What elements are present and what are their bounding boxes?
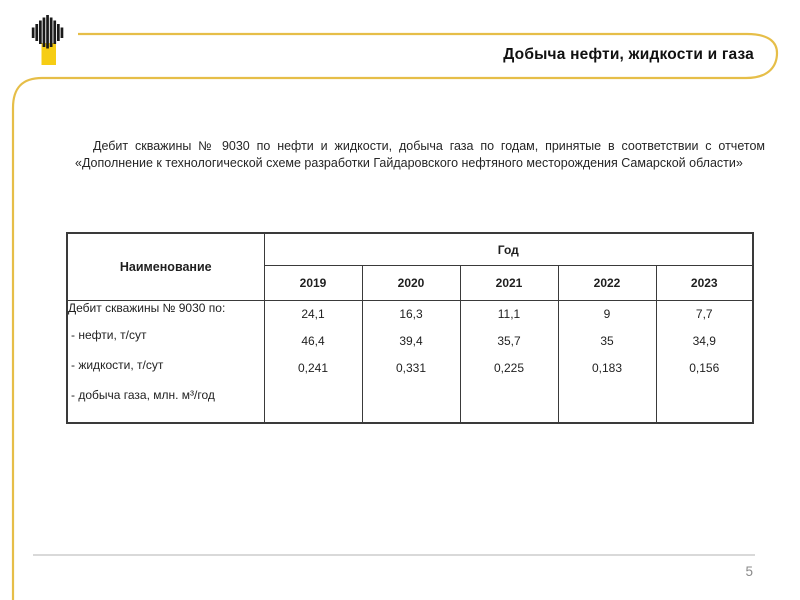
year-header-cell: 2020 bbox=[362, 266, 460, 301]
oil-rate-value: 7,7 bbox=[695, 307, 713, 321]
year-header-cell: 2019 bbox=[264, 266, 362, 301]
value-cell bbox=[558, 301, 656, 424]
intro-paragraph: Дебит скважины № 9030 по нефти и жидкости, добыча газа по годам, принятые в соответствии с отчетом «Дополнение к технологической схеме разработки Гайдаровского нефтяного месторождения Самарской области» bbox=[75, 139, 765, 171]
row-label-line: - добыча газа, млн. м³/год bbox=[71, 388, 215, 402]
oil-rate-value: 24,1 bbox=[301, 307, 325, 321]
value-cell bbox=[362, 301, 460, 424]
row-label-line: - жидкости, т/сут bbox=[71, 358, 164, 372]
year-header-cell: 2022 bbox=[558, 266, 656, 301]
value-cell bbox=[656, 301, 753, 424]
year-header-cell: 2021 bbox=[460, 266, 558, 301]
name-column-header: Наименование bbox=[67, 233, 264, 301]
value-cell bbox=[460, 301, 558, 424]
gas-production-value: 0,183 bbox=[591, 361, 623, 375]
liquid-rate-value: 35,7 bbox=[497, 334, 521, 348]
gas-production-value: 0,331 bbox=[395, 361, 427, 375]
gas-production-value: 0,241 bbox=[297, 361, 329, 375]
rosneft-logo-icon bbox=[32, 15, 64, 65]
row-labels-cell bbox=[67, 301, 264, 424]
value-cell bbox=[264, 301, 362, 424]
year-header-cell: 2023 bbox=[656, 266, 753, 301]
gas-production-value: 0,225 bbox=[493, 361, 525, 375]
liquid-rate-value: 34,9 bbox=[692, 334, 716, 348]
table-header-row-1 bbox=[67, 233, 753, 266]
production-table-wrap bbox=[66, 232, 754, 424]
gas-production-value: 0,156 bbox=[689, 361, 720, 375]
row-label-line: Дебит скважины № 9030 по: bbox=[68, 301, 226, 315]
oil-rate-value: 11,1 bbox=[497, 307, 521, 321]
liquid-rate-value: 35 bbox=[600, 334, 614, 348]
oil-rate-value: 9 bbox=[603, 307, 611, 321]
slide-title: Добыча нефти, жидкости и газа bbox=[503, 46, 754, 63]
page-number: 5 bbox=[745, 564, 753, 579]
production-table bbox=[66, 232, 754, 424]
footer-divider bbox=[33, 554, 755, 556]
year-group-header: Год bbox=[264, 233, 753, 266]
oil-rate-value: 16,3 bbox=[399, 307, 423, 321]
liquid-rate-value: 46,4 bbox=[301, 334, 325, 348]
row-label-line: - нефти, т/сут bbox=[71, 328, 147, 342]
liquid-rate-value: 39,4 bbox=[399, 334, 423, 348]
table-body-row bbox=[67, 301, 753, 424]
